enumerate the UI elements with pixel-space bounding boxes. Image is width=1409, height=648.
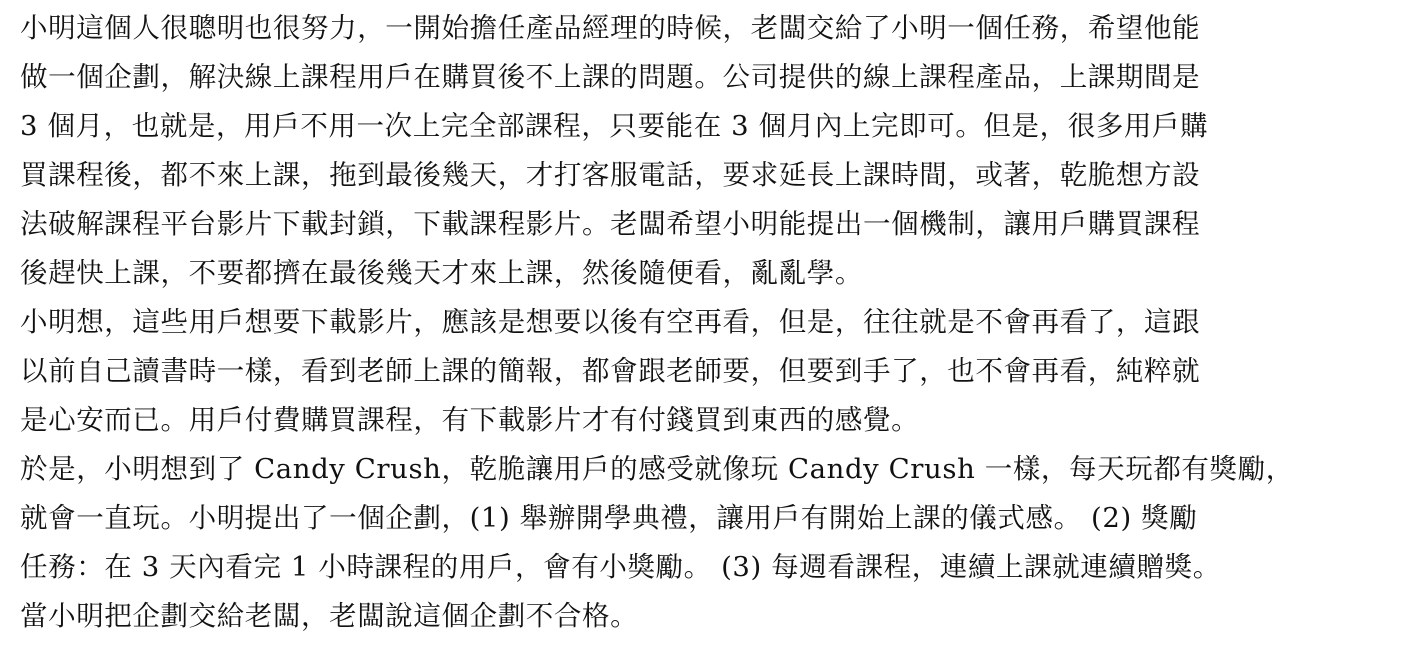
text-line: 法破解課程平台影片下載封鎖，下載課程影片。老闆希望小明能提出一個機制，讓用戶購買課程 bbox=[20, 208, 1201, 240]
text-line: 3 個月，也就是，用戶不用一次上完全部課程，只要能在 3 個月內上完即可。但是，很多用戶購 bbox=[20, 110, 1209, 142]
paragraph-1 bbox=[20, 4, 1390, 298]
document-body bbox=[20, 0, 1390, 641]
text-line: 買課程後，都不來上課，拖到最後幾天，才打客服電話，要求延長上課時間，或著，乾脆想方設 bbox=[20, 159, 1201, 191]
text-line: 小明這個人很聰明也很努力，一開始擔任產品經理的時候，老闆交給了小明一個任務，希望他能 bbox=[20, 12, 1201, 44]
text-line: 是心安而已。用戶付費購買課程，有下載影片才有付錢買到東西的感覺。 bbox=[20, 404, 920, 436]
text-line: 任務：在 3 天內看完 1 小時課程的用戶，會有小獎勵。 (3) 每週看課程，連續上課就連續贈獎。 bbox=[20, 551, 1221, 583]
paragraph-2 bbox=[20, 298, 1390, 445]
paragraph-3 bbox=[20, 445, 1390, 641]
text-line: 當小明把企劃交給老闆，老闆說這個企劃不合格。 bbox=[20, 600, 639, 632]
text-line: 後趕快上課，不要都擠在最後幾天才來上課，然後隨便看，亂亂學。 bbox=[20, 257, 863, 289]
text-line: 做一個企劃，解決線上課程用戶在購買後不上課的問題。公司提供的線上課程產品，上課期間是 bbox=[20, 61, 1201, 93]
text-line: 小明想，這些用戶想要下載影片，應該是想要以後有空再看，但是，往往就是不會再看了，這跟 bbox=[20, 306, 1201, 338]
text-line: 以前自己讀書時一樣，看到老師上課的簡報，都會跟老師要，但要到手了，也不會再看，純粹就 bbox=[20, 355, 1201, 387]
text-line: 就會一直玩。小明提出了一個企劃，(1) 舉辦開學典禮，讓用戶有開始上課的儀式感。 (2) 獎勵 bbox=[20, 502, 1198, 534]
text-line: 於是，小明想到了 Candy Crush，乾脆讓用戶的感受就像玩 Candy Crush 一樣，每天玩都有獎勵， bbox=[20, 453, 1294, 485]
